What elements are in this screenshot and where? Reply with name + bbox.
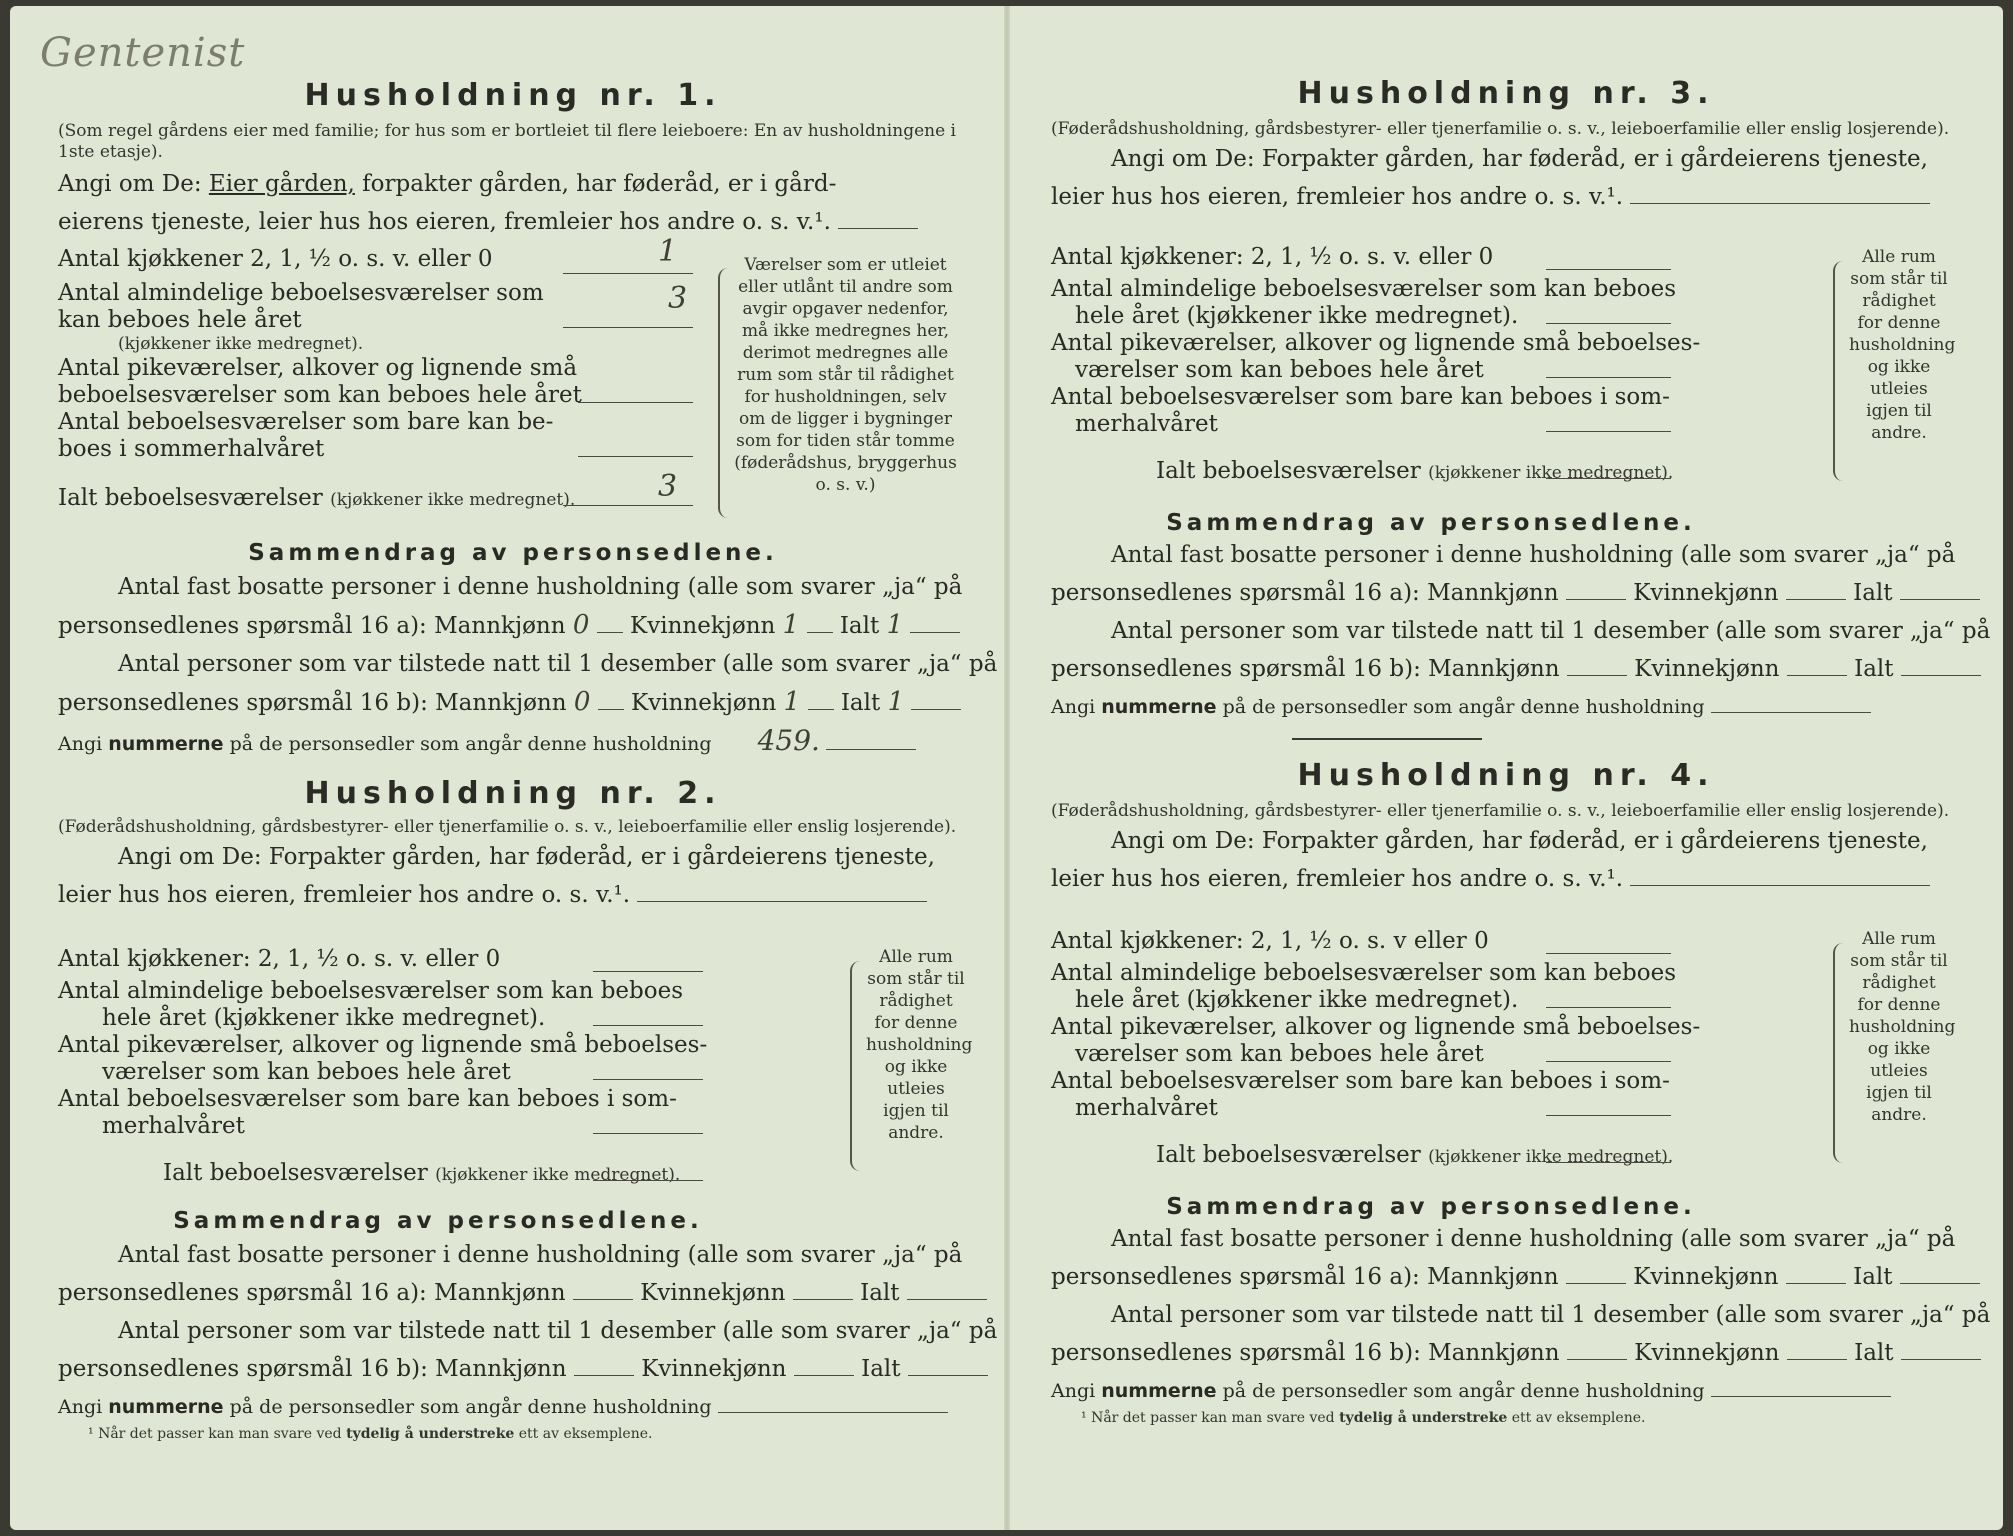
resident-male-field[interactable] <box>573 1299 633 1300</box>
household-1-summary: Antal fast bosatte personer i denne husholdning (alle som svarer „ja“ på personsedlenes spørsmål 16 a): Mannkjønn 0 Kvinnekjønn 1 Ialt 1 Antal personer som var tilstede natt til 1 desember (alle som svarer „ja“ på personsedlenes spørsmål 16 b): Mannkjønn 0 Kvinnekjønn 1 Ialt 1 Angi nummerne på de personsedler som angår denne husholdning 459. <box>58 574 998 757</box>
kitchen-field[interactable] <box>593 971 703 972</box>
summer-rooms-field[interactable] <box>1546 1115 1671 1116</box>
fill-line[interactable] <box>1630 885 1930 886</box>
household-2-summary: Antal fast bosatte personer i denne husholdning (alle som svarer „ja“ på personsedlenes spørsmål 16 a): Mannkjønn Kvinnekjønn Ialt Antal personer som var tilstede natt til 1 desember (alle som svarer „ja“ på personsedlenes spørsmål 16 b): Mannkjønn Kvinnekjønn Ialt Angi nummerne på de personsedler som angår denne husholdning ¹ Når det passer kan man svare ved tydelig å understreke ett av eksemplene. <box>58 1242 998 1442</box>
household-4-summary-title: Sammendrag av personsedlene. <box>1166 1194 1696 1220</box>
person-numbers-field[interactable] <box>1711 1396 1891 1397</box>
present-male-field[interactable] <box>1567 675 1627 676</box>
household-1 <box>58 78 998 757</box>
kitchen-field[interactable] <box>563 273 693 274</box>
section-divider <box>1292 738 1482 740</box>
left-page <box>10 6 1007 1530</box>
rooms-field[interactable] <box>563 327 693 328</box>
rooms-value: 3 <box>668 281 688 316</box>
fill-line[interactable] <box>1630 203 1930 204</box>
handwritten-note: Gentenist <box>40 30 246 76</box>
household-4-summary: Antal fast bosatte personer i denne husholdning (alle som svarer „ja“ på personsedlenes spørsmål 16 a): Mannkjønn Kvinnekjønn Ialt Antal personer som var tilstede natt til 1 desember (alle som svarer „ja“ på personsedlenes spørsmål 16 b): Mannkjønn Kvinnekjønn Ialt Angi nummerne på de personsedler som angår denne husholdning ¹ Når det passer kan man svare ved tydelig å understreke ett av eksemplene. <box>1051 1226 1991 1426</box>
rooms-field[interactable] <box>593 1025 703 1026</box>
total-rooms-value: 3 <box>658 469 678 504</box>
household-4-note: Alle rum som står til rådighet for denne husholdning og ikke utleies igjen til andre. <box>1849 929 1956 1125</box>
person-numbers-field[interactable] <box>1711 712 1871 713</box>
resident-female-field[interactable] <box>1786 1283 1846 1284</box>
small-rooms-field[interactable] <box>1546 377 1671 378</box>
footnote: ¹ Når det passer kan man svare ved tydelig å understreke ett av eksemplene. <box>1081 1410 1646 1426</box>
household-2-intro: (Føderådshusholdning, gårdsbestyrer- eller tjenerfamilie o. s. v., leieboerfamilie eller enslig losjerende). <box>58 817 957 837</box>
household-3: Husholdning nr. 3. (Føderådshusholdning, gårdsbestyrer- eller tjenerfamilie o. s. v., leieboerfamilie eller enslig losjerende). Angi om De: Forpakter gården, har føderåd, er i gårdeierens tjeneste, leier hus hos eieren, fremleier hos andre o. s. v.¹. Antal kjøkkener: 2, 1, ½ o. s. v. eller 0 Antal almindelige beboelsesværelser som kan beboes hele året (kjøkkener ikke medregnet). Antal pikeværelser, alkover og lignende små beboelses- værelser som kan beboes hele året Antal beboelsesværelser som bare kan beboes i som- merhalvåret Ialt beboelsesværelser (kjøkkener ikke medregnet). Alle rum som står til rådighet for denne husholdning og ikke utleies igjen til andre. Sammendrag av personsedlene. Antal fast bosatte personer i denne husholdning (alle som svarer „ja“ på personsedlenes spørsmål 16 a): Mannkjønn Kvinnekjønn Ialt Antal personer som var tilstede natt til 1 desember (alle som svarer „ja“ på personsedlenes spørsmål 16 b): Mannkjønn Kvinnekjønn Ialt Angi nummerne på de personsedler som angår denne husholdning <box>1051 76 1961 216</box>
resident-female-value: 1 <box>782 610 800 640</box>
brace <box>718 268 732 518</box>
household-4: Husholdning nr. 4. (Føderådshusholdning, gårdsbestyrer- eller tjenerfamilie o. s. v., leieboerfamilie eller enslig losjerende). Angi om De: Forpakter gården, har føderåd, er i gårdeierens tjeneste, leier hus hos eieren, fremleier hos andre o. s. v.¹. Antal kjøkkener: 2, 1, ½ o. s. v eller 0 Antal almindelige beboelsesværelser som kan beboes hele året (kjøkkener ikke medregnet). Antal pikeværelser, alkover og lignende små beboelses- værelser som kan beboes hele året Antal beboelsesværelser som bare kan beboes i som- merhalvåret Ialt beboelsesværelser (kjøkkener ikke medregnet). Alle rum som står til rådighet for denne husholdning og ikke utleies igjen til andre. Sammendrag av personsedlene. Antal fast bosatte personer i denne husholdning (alle som svarer „ja“ på personsedlenes spørsmål 16 a): Mannkjønn Kvinnekjønn Ialt Antal personer som var tilstede natt til 1 desember (alle som svarer „ja“ på personsedlenes spørsmål 16 b): Mannkjønn Kvinnekjønn Ialt Angi nummerne på de personsedler som angår denne husholdning ¹ Når det passer kan man svare ved tydelig å understreke ett av eksemplene. <box>1051 758 1991 1426</box>
brace <box>1833 261 1847 481</box>
household-3-intro: (Føderådshusholdning, gårdsbestyrer- eller tjenerfamilie o. s. v., leieboerfamilie eller enslig losjerende). <box>1051 119 1950 139</box>
right-page <box>1007 6 2003 1530</box>
present-female-field[interactable] <box>1787 675 1847 676</box>
small-rooms-field[interactable] <box>1546 1061 1671 1062</box>
household-2-summary-title: Sammendrag av personsedlene. <box>173 1208 703 1234</box>
resident-total-field[interactable] <box>907 1299 987 1300</box>
kitchen-field[interactable] <box>1546 269 1671 270</box>
small-rooms-field[interactable] <box>578 402 693 403</box>
resident-female-field[interactable] <box>1786 599 1846 600</box>
total-rooms-field[interactable] <box>563 505 693 506</box>
rooms-field[interactable] <box>1546 1007 1671 1008</box>
total-rooms-field[interactable] <box>1546 1162 1671 1163</box>
present-female-field[interactable] <box>794 1375 854 1376</box>
fill-line[interactable] <box>838 228 918 229</box>
household-1-angi-underlined: Eier gården, <box>208 171 355 197</box>
household-2-note: Alle rum som står til rådighet for denne husholdning og ikke utleies igjen til andre. <box>866 947 973 1143</box>
footnote: ¹ Når det passer kan man svare ved tydelig å understreke ett av eksemplene. <box>88 1426 653 1442</box>
household-3-summary-title: Sammendrag av personsedlene. <box>1166 510 1696 536</box>
household-4-rooms: Antal kjøkkener: 2, 1, ½ o. s. v eller 0 Antal almindelige beboelsesværelser som kan beboes hele året (kjøkkener ikke medregnet). Antal pikeværelser, alkover og lignende små beboelses- værelser som kan beboes hele året Antal beboelsesværelser som bare kan beboes i som- merhalvåret Ialt beboelsesværelser (kjøkkener ikke medregnet). <box>1051 928 1701 1168</box>
brace <box>850 961 864 1171</box>
total-rooms-field[interactable] <box>593 1180 703 1181</box>
fill-line[interactable] <box>637 901 927 902</box>
kitchen-value: 1 <box>658 234 678 269</box>
household-1-summary-title: Sammendrag av personsedlene. <box>248 540 778 566</box>
summer-rooms-field[interactable] <box>593 1133 703 1134</box>
household-1-note: Værelser som er utleiet eller utlånt til andre som avgir opgaver nedenfor, må ikke medregnes her, derimot medregnes alle rum som står til rådighet for husholdningen, selv om de ligger i bygninger som for tiden står tomme (føderådshus, bryggerhus o. s. v.) <box>734 255 957 495</box>
person-numbers-value: 459. <box>757 724 820 757</box>
household-1-title: Husholdning nr. 1. <box>304 78 722 113</box>
present-total-field[interactable] <box>1901 1359 1981 1360</box>
household-2: Husholdning nr. 2. (Føderådshusholdning, gårdsbestyrer- eller tjenerfamilie o. s. v., leieboerfamilie eller enslig losjerende). Angi om De: Forpakter gården, har føderåd, er i gårdeierens tjeneste, leier hus hos eieren, fremleier hos andre o. s. v.¹. Antal kjøkkener: 2, 1, ½ o. s. v. eller 0 Antal almindelige beboelsesværelser som kan beboes hele året (kjøkkener ikke medregnet). Antal pikeværelser, alkover og lignende små beboelses- værelser som kan beboes hele året Antal beboelsesværelser som bare kan beboes i som- merhalvåret Ialt beboelsesværelser (kjøkkener ikke medregnet). Alle rum som står til rådighet for denne husholdning og ikke utleies igjen til andre. Sammendrag av personsedlene. Antal fast bosatte personer i denne husholdning (alle som svarer „ja“ på personsedlenes spørsmål 16 a): Mannkjønn Kvinnekjønn Ialt Antal personer som var tilstede natt til 1 desember (alle som svarer „ja“ på personsedlenes spørsmål 16 b): Mannkjønn Kvinnekjønn Ialt Angi nummerne på de personsedler som angår denne husholdning ¹ Når det passer kan man svare ved tydelig å understreke ett av eksemplene. <box>58 776 998 1442</box>
household-1-angi: Angi om De: Eier gården, forpakter gården, har føderåd, er i gård- <box>58 171 837 197</box>
present-total-field[interactable] <box>1901 675 1981 676</box>
household-4-intro: (Føderådshusholdning, gårdsbestyrer- eller tjenerfamilie o. s. v., leieboerfamilie eller enslig losjerende). <box>1051 801 1950 821</box>
census-form-sheet <box>10 6 2003 1530</box>
present-total-value: 1 <box>887 687 905 717</box>
present-male-field[interactable] <box>574 1375 634 1376</box>
summer-rooms-field[interactable] <box>578 456 693 457</box>
household-1-angi-line2: eierens tjeneste, leier hus hos eieren, fremleier hos andre o. s. v.¹. <box>58 203 968 241</box>
resident-total-field[interactable] <box>1900 1283 1980 1284</box>
summer-rooms-field[interactable] <box>1546 431 1671 432</box>
rooms-field[interactable] <box>1546 323 1671 324</box>
resident-male-field[interactable] <box>1566 1283 1626 1284</box>
household-3-title: Husholdning nr. 3. <box>1297 76 1715 111</box>
resident-male-value: 0 <box>572 610 590 640</box>
brace <box>1833 943 1847 1163</box>
total-rooms-field[interactable] <box>1546 478 1671 479</box>
household-3-summary: Antal fast bosatte personer i denne husholdning (alle som svarer „ja“ på personsedlenes spørsmål 16 a): Mannkjønn Kvinnekjønn Ialt Antal personer som var tilstede natt til 1 desember (alle som svarer „ja“ på personsedlenes spørsmål 16 b): Mannkjønn Kvinnekjønn Ialt Angi nummerne på de personsedler som angår denne husholdning <box>1051 542 1991 718</box>
resident-total-value: 1 <box>886 610 904 640</box>
kitchen-field[interactable] <box>1546 953 1671 954</box>
household-1-rooms: Antal kjøkkener 2, 1, ½ o. s. v. eller 0 1 Antal almindelige beboelsesværelser som kan beboes hele året 3 (kjøkkener ikke medregnet). Antal pikeværelser, alkover og lignende små beboelsesværelser som kan beboes hele året Antal beboelsesværelser som bare kan be- boes i sommerhalvåret Ialt beboelsesværelser (kjøkkener ikke medregnet). 3 <box>58 246 718 512</box>
present-female-field[interactable] <box>1787 1359 1847 1360</box>
present-female-value: 1 <box>783 687 801 717</box>
resident-female-field[interactable] <box>793 1299 853 1300</box>
present-total-field[interactable] <box>908 1375 988 1376</box>
household-4-title: Husholdning nr. 4. <box>1297 758 1715 793</box>
person-numbers-field[interactable] <box>826 749 916 750</box>
small-rooms-field[interactable] <box>593 1079 703 1080</box>
household-2-rooms: Antal kjøkkener: 2, 1, ½ o. s. v. eller 0 Antal almindelige beboelsesværelser som kan beboes hele året (kjøkkener ikke medregnet). Antal pikeværelser, alkover og lignende små beboelses- værelser som kan beboes hele året Antal beboelsesværelser som bare kan beboes i som- merhalvåret Ialt beboelsesværelser (kjøkkener ikke medregnet). <box>58 946 708 1186</box>
resident-male-field[interactable] <box>1566 599 1626 600</box>
household-3-note: Alle rum som står til rådighet for denne husholdning og ikke utleies igjen til andre. <box>1849 247 1956 443</box>
household-2-title: Husholdning nr. 2. <box>304 776 722 811</box>
present-male-field[interactable] <box>1567 1359 1627 1360</box>
household-1-intro: (Som regel gårdens eier med familie; for hus som er bortleiet til flere leieboere: En av husholdningene i 1ste etasje). <box>58 121 956 162</box>
person-numbers-field[interactable] <box>718 1412 948 1413</box>
household-3-rooms: Antal kjøkkener: 2, 1, ½ o. s. v. eller 0 Antal almindelige beboelsesværelser som kan beboes hele året (kjøkkener ikke medregnet). Antal pikeværelser, alkover og lignende små beboelses- værelser som kan beboes hele året Antal beboelsesværelser som bare kan beboes i som- merhalvåret Ialt beboelsesværelser (kjøkkener ikke medregnet). <box>1051 244 1701 484</box>
resident-total-field[interactable] <box>1900 599 1980 600</box>
present-male-value: 0 <box>573 687 591 717</box>
